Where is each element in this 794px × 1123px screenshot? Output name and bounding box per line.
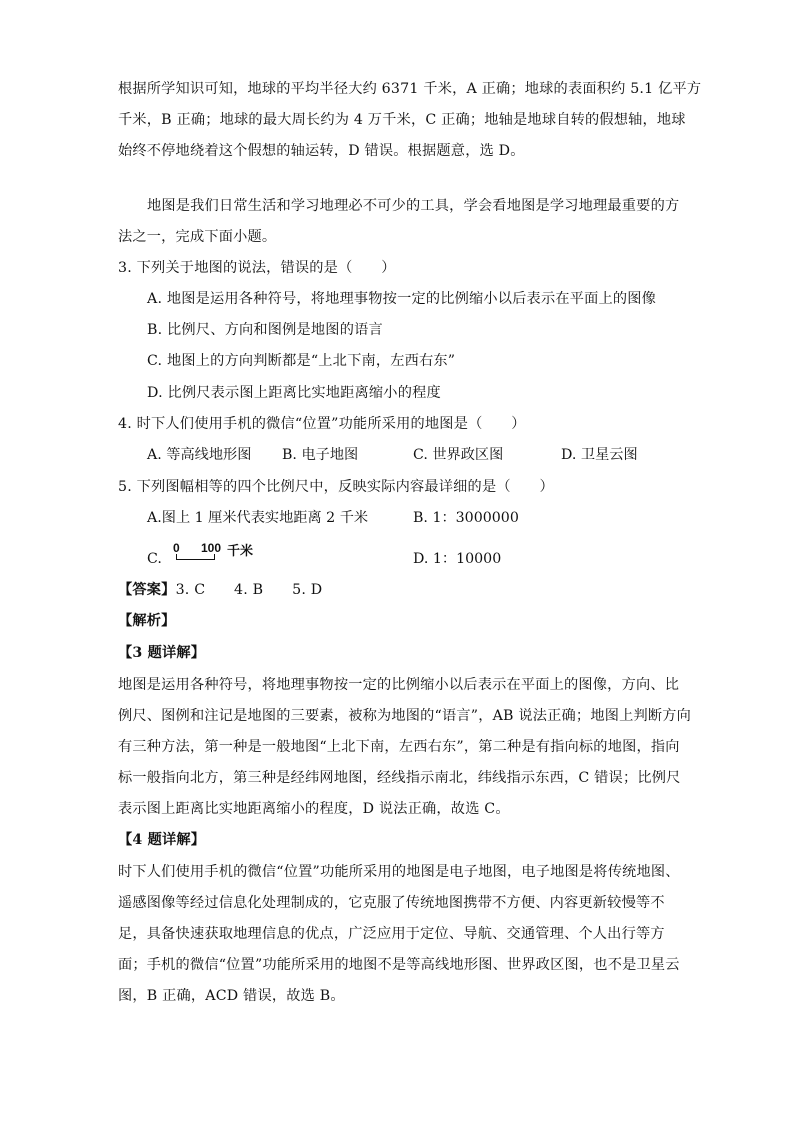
answer-row [118, 580, 322, 600]
scale-zero: 0 [173, 541, 180, 555]
detail-3-heading: 【3 题详解】 [118, 645, 206, 661]
detail-4-line-5: 图，B 正确，ACD 错误，故选 B。 [118, 988, 345, 1004]
q3-option-d: D. 比例尺表示图上距离比实地距离缩小的程度 [147, 385, 441, 401]
scale-unit: 千米 [227, 544, 254, 559]
question-3: 3. 下列关于地图的说法，错误的是（ ） [118, 260, 396, 276]
analysis-label: 【解析】 [118, 613, 176, 629]
detail-3-line-4: 标一般指向北方，第三种是经纬网地图，经线指示南北，纬线指示东西，C 错误；比例尺 [118, 770, 681, 786]
q4-option-b: B. 电子地图 [282, 447, 359, 463]
q3-option-a: A. 地图是运用各种符号，将地理事物按一定的比例缩小以后表示在平面上的图像 [147, 291, 657, 307]
detail-4-line-1: 时下人们使用手机的微信“位置”功能所采用的地图是电子地图，电子地图是将传统地图、 [118, 864, 680, 880]
detail-3-line-3: 有三种方法，第一种是一般地图“上北下南，左西右东”，第二种是有指向标的地图，指向 [118, 739, 680, 755]
question-5: 5. 下列图幅相等的四个比例尺中，反映实际内容最详细的是（ ） [118, 479, 554, 495]
q3-option-c: C. 地图上的方向判断都是“上北下南，左西右东” [147, 353, 456, 369]
stem-line-2: 法之一，完成下面小题。 [118, 229, 277, 245]
q4-option-a: A. 等高线地形图 [147, 447, 252, 463]
q5-option-a: A.图上 1 厘米代表实地距离 2 千米 [147, 510, 369, 526]
q5-option-c-label: C. [147, 551, 162, 567]
detail-3-line-1: 地图是运用各种符号，将地理事物按一定的比例缩小以后表示在平面上的图像，方向、比 [118, 677, 680, 693]
stem-line-1: 地图是我们日常生活和学习地理必不可少的工具，学会看地图是学习地理最重要的方 [147, 198, 680, 214]
intro-line-3: 始终不停地绕着这个假想的轴运转，D 错误。根据题意，选 D。 [118, 143, 525, 159]
scale-hundred: 100 [201, 541, 222, 555]
question-4: 4. 时下人们使用手机的微信“位置”功能所采用的地图是（ ） [118, 416, 526, 432]
q5-option-d: D. 1：10000 [413, 551, 502, 567]
intro-line-1: 根据所学知识可知，地球的平均半径大约 6371 千米，A 正确；地球的表面积约 5.1 亿平方 [118, 81, 702, 97]
intro-line-2: 千米，B 正确；地球的最大周长约为 4 万千米，C 正确；地轴是地球自转的假想轴，地球 [118, 112, 686, 128]
answer-label: 【答案】 [118, 582, 176, 598]
linear-scale-bar [173, 541, 254, 571]
detail-3-line-2: 例尺、图例和注记是地图的三要素，被称为地图的“语言”，AB 说法正确；地图上判断方向 [118, 708, 692, 724]
detail-4-line-3: 足，具备快速获取地理信息的优点，广泛应用于定位、导航、交通管理、个人出行等方 [118, 926, 665, 942]
detail-4-line-2: 遥感图像等经过信息化处理制成的，它克服了传统地图携带不方便、内容更新较慢等不 [118, 895, 665, 911]
scale-bar-line [176, 554, 215, 560]
detail-4-line-4: 面；手机的微信“位置”功能所采用的地图不是等高线地形图、世界政区图，也不是卫星云 [118, 957, 680, 973]
answer-text: 3. C 4. B 5. D [175, 582, 323, 598]
q3-option-b: B. 比例尺、方向和图例是地图的语言 [147, 322, 383, 338]
detail-3-line-5: 表示图上距离比实地距离缩小的程度，D 说法正确，故选 C。 [118, 801, 510, 817]
q4-option-c: C. 世界政区图 [413, 447, 504, 463]
q5-option-b: B. 1：3000000 [413, 510, 519, 526]
detail-4-heading: 【4 题详解】 [118, 832, 206, 848]
q4-option-d: D. 卫星云图 [561, 447, 638, 463]
